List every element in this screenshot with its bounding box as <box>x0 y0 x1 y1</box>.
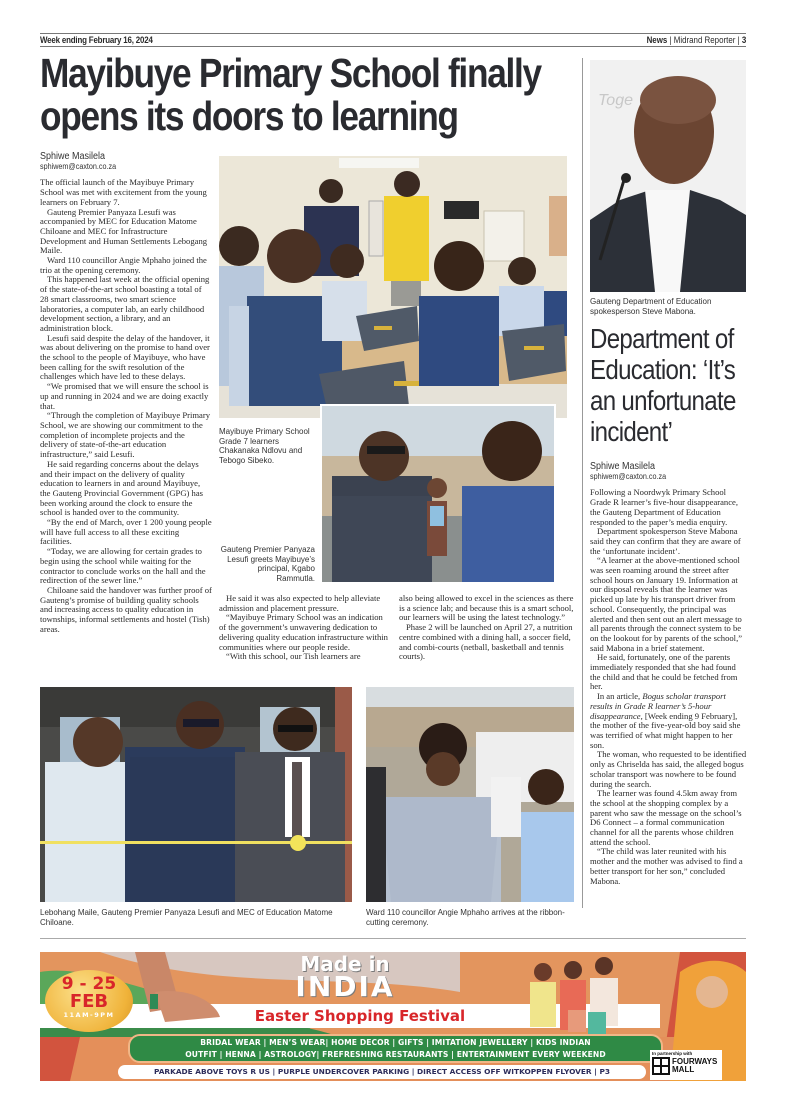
arrival-illustration <box>366 687 574 902</box>
article-paragraph: “The child was later reunited with his mother and the mother was advised to find a better transport for her son,” concluded Mabona. <box>590 846 743 886</box>
fourways-logo-icon <box>652 1057 670 1075</box>
article-paragraph: Ward 110 councillor Angie Mphaho joined the trio at the opening ceremony. <box>40 255 207 275</box>
byline-name: Sphiwe Masilela <box>40 151 106 162</box>
date-badge <box>45 970 133 1032</box>
article-paragraph: This happened last week at the official opening of the state-of-the-art school boasting a total of 28 smart classrooms, two smart science laboratories, a computer lab, an early childhood development section, a library, and an administration block. <box>40 274 210 333</box>
sidebar-article-column <box>590 462 748 886</box>
main-headline <box>40 52 582 138</box>
section-label: News | Midrand Reporter | 3 <box>646 35 746 45</box>
article-paragraph: Department spokesperson Steve Mabona said they can confirm that they are aware of the ‘unfortunate incident’. <box>590 526 741 556</box>
features-line-2: OUTFIT | HENNA | ASTROLOGY| FREFRESHING RESTAURANTS | ENTERTAINMENT EVERY WEEKEND <box>185 1050 606 1059</box>
advert-title-line-1: Made in <box>300 952 390 976</box>
article-paragraph: Phase 2 will be launched on April 27, a nutrition centre combined with a dining hall, a soccer field, and combi-courts (netball, basketball and tennis courts). <box>399 622 573 662</box>
headline-line-2: opens its doors to learning <box>40 93 458 139</box>
headline-line-1: Mayibuye Primary School finally <box>40 50 541 96</box>
main-article-column-3 <box>399 594 575 662</box>
article-paragraph: “Today, we are allowing for certain grades to begin using the school while waiting for the contractor to conclude works on the hall and the redirection of the sewer line.” <box>40 546 206 586</box>
advert-title-line-2: INDIA <box>295 970 395 1003</box>
article-paragraph: Lesufi said despite the delay of the handover, it was about delivering on the promise to hand over the school to the people of Mayibuye, who have been calling for the swift resolution of the challenges which have led to these delays. <box>40 332 210 382</box>
date-month: FEB <box>69 991 109 1012</box>
features-banner <box>128 1034 663 1063</box>
opening-hours: 11AM-9PM <box>63 1011 115 1019</box>
article-paragraph: In an article, Bogus scholar transport results in Grade R learner’s 5-hour disappearance, [Week ending 9 February], the mother of the five-year-old boy said she was terrified of what might happen to her son. <box>590 691 741 750</box>
article-paragraph: “A learner at the above-mentioned school was seen roaming around the street after school hours on January 19. Information at our disposal reveals that the learner was picked up late by his transport driver from school. Consequently, the principal was alerted and then sent out an alert message to all parents through the connect system to be on the lookout for by parents of the school,” said Mabona in a brief statement. <box>590 555 743 653</box>
article-paragraph: “By the end of March, over 1 200 young people will have full access to all these exciting facilities. <box>40 517 212 547</box>
article-paragraph: also being allowed to excel in the sciences as there is a science lab; and because this is a smart school, our learners will be using the latest technology.” <box>399 593 574 623</box>
spokesperson-photo <box>590 60 746 292</box>
partner-name-line-1: FOURWAYS <box>672 1057 718 1066</box>
spokesperson-caption: Gauteng Department of Education spokesperson Steve Mabona. <box>590 297 712 316</box>
main-article-column-2 <box>219 594 391 662</box>
article-paragraph: Chiloane said the handover was further proof of Gauteng’s promise of building quality schools and increasing access to quality education in townships, informal settlements and hostel (Tish) areas. <box>40 584 212 634</box>
article-paragraph: The official launch of the Mayibuye Primary School was met with excitement from the young learners on February 7. <box>40 177 207 207</box>
main-article-body <box>40 178 212 634</box>
ribbon-cutting-photo <box>40 687 352 902</box>
made-in-india-advert[interactable] <box>40 952 746 1081</box>
ribbon-cutting-caption: Lebohang Maile, Gauteng Premier Panyaza Lesufi and MEC of Education Matome Chiloane. <box>40 908 333 927</box>
article-paragraph: Following a Noordwyk Primary School Grade R learner’s five-hour disappearance, the Gauteng Department of Education responded to the paper’s media enquiry. <box>590 487 739 527</box>
column-divider <box>582 58 583 908</box>
date-range: 9 - 25 <box>61 974 117 994</box>
ad-separator <box>40 938 746 939</box>
publication-name: Midrand Reporter <box>673 35 736 45</box>
advert-subtitle: Easter Shopping Festival <box>254 1007 466 1025</box>
article-paragraph: He said it was also expected to help alleviate admission and placement pressure. <box>219 593 381 613</box>
page-number: 3 <box>741 35 746 45</box>
article-paragraph: He said regarding concerns about the delays and their impact on the delivery of quality education to learners in and around Mayibuye, the Gauteng Provincial Government (GPG) has been working around the clock to ensure the school is handed over to the community. <box>40 458 204 518</box>
partner-name-line-2: MALL <box>672 1065 695 1074</box>
main-article-column-1 <box>40 152 212 634</box>
article-paragraph: He said, fortunately, one of the parents immediately responded that she had found the child and that he could be fetched from her. <box>590 652 738 692</box>
article-paragraph: “We promised that we will ensure the school is up and running in 2024 and we are doing exactly that. <box>40 381 209 411</box>
arrival-photo <box>366 687 574 902</box>
byline-email: sphiwem@caxton.co.za <box>40 161 117 171</box>
sidebar-byline-name: Sphiwe Masilela <box>590 461 656 472</box>
article-paragraph: The woman, who requested to be identified only as Chriselda has said, the alleged bogus scholar transport was nowhere to be found during the search. <box>590 749 747 789</box>
classroom-photo <box>219 156 567 418</box>
article-paragraph: “Mayibuye Primary School was an indication of the government’s unwavering dedication to delivering quality education infrastructure within communities where our people reside. <box>219 612 388 652</box>
sidebar-headline: Department of Education: ‘It’s an unfortunate incident’ <box>590 323 736 447</box>
article-paragraph: The learner was found 4.5km away from the school at the shopping complex by a parent who saw the message on the school’s D6 Connect – a formal communication channel for all the parents whose children attend the school. <box>590 788 742 847</box>
greeting-photo <box>320 404 556 584</box>
sidebar-article-body <box>590 488 748 886</box>
sidebar-byline-email: sphiwem@caxton.co.za <box>590 471 667 481</box>
greeting-caption: Gauteng Premier Panyaza Lesufi greets Mayibuye’s principal, Kgabo Rammutla. <box>220 545 315 583</box>
classroom-illustration <box>219 156 567 418</box>
issue-date: Week ending February 16, 2024 <box>40 35 153 45</box>
spokesperson-illustration <box>590 60 746 292</box>
article-paragraph: “Through the completion of Mayibuye Primary School, we are showing our commitment to the completion of incomplete projects and the delivery of state-of-the-art education infrastructure,” said Lesufi. <box>40 410 211 460</box>
article-paragraph: “With this school, our Tish learners are <box>226 651 361 662</box>
ribbon-cutting-illustration <box>40 687 352 902</box>
parking-info: PARKADE ABOVE TOYS R US | PURPLE UNDERCOVER PARKING | DIRECT ACCESS OFF WITKOPPEN FLYOVER | P3 <box>118 1065 646 1079</box>
section-name: News <box>646 35 668 45</box>
features-line-1: BRIDAL WEAR | MEN’S WEAR| HOME DECOR | GIFTS | IMITATION JEWELLERY | KIDS INDIAN <box>200 1038 591 1047</box>
fourways-mall-logo <box>650 1050 722 1080</box>
article-paragraph: Gauteng Premier Panyaza Lesufi was accompanied by MEC for Education Matome Chiloane and MEC for Infrastructure Development and Human Settlements Lebogang Maile. <box>40 206 208 256</box>
classroom-caption: Mayibuye Primary School Grade 7 learners Chakanaka Ndlovu and Tebogo Sibeko. <box>219 427 310 465</box>
svg-text:Toge: Toge <box>598 92 633 109</box>
advert-title <box>255 952 435 1003</box>
greeting-illustration <box>322 406 556 584</box>
arrival-caption: Ward 110 councillor Angie Mphaho arrives at the ribbon-cutting ceremony. <box>366 908 565 927</box>
partner-label: In partnership with <box>652 1051 693 1056</box>
page-masthead <box>40 33 746 47</box>
